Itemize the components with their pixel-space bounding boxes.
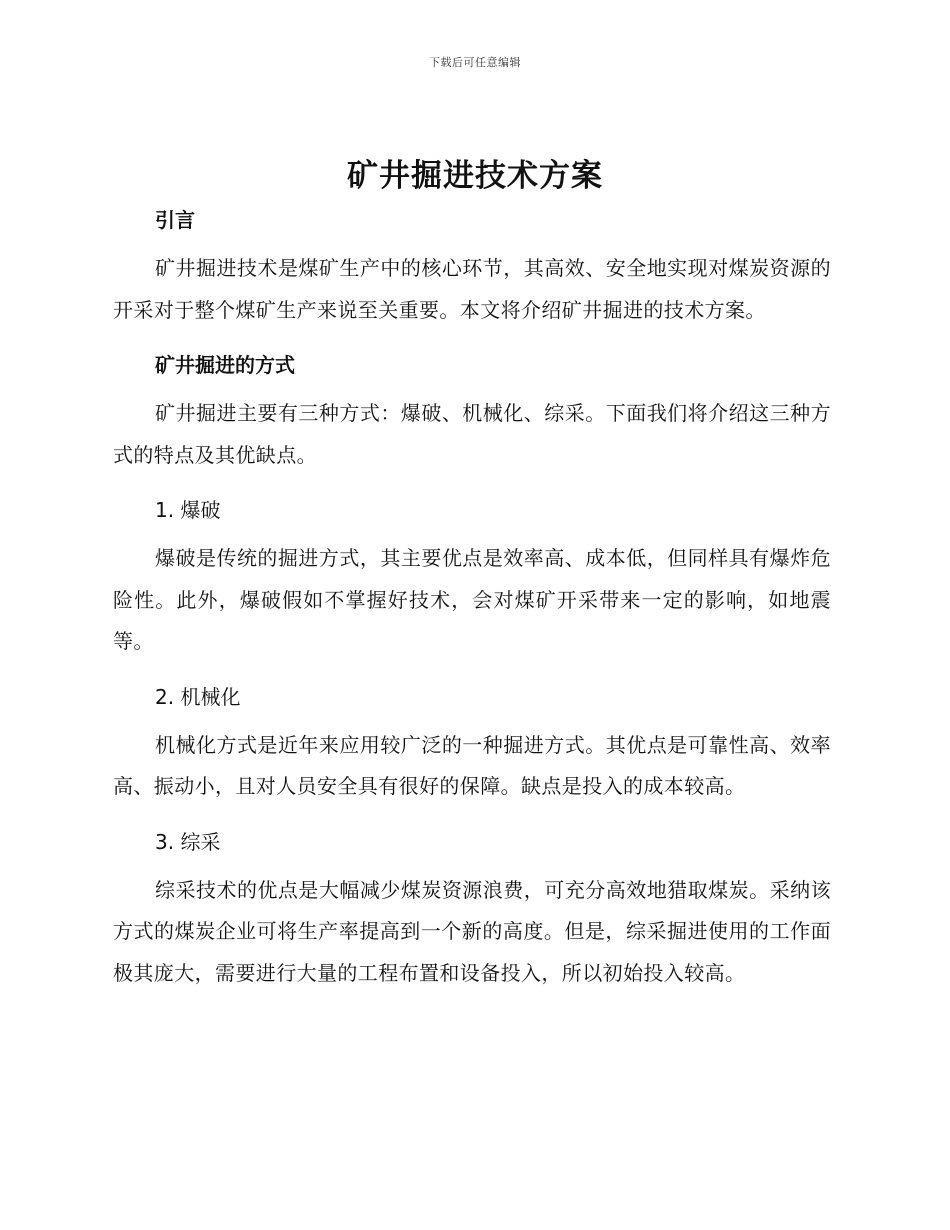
paragraph-mechanized: 机械化方式是近年来应用较广泛的一种掘进方式。其优点是可靠性高、效率高、振动小，且对人员安全具有很好的保障。缺点是投入的成本较高。 [113,732,831,798]
paragraph-intro: 矿井掘进技术是煤矿生产中的核心环节，其高效、安全地实现对煤炭资源的开采对于整个煤矿生产来说至关重要。本文将介绍矿井掘进的技术方案。 [113,256,831,322]
sub-heading-blasting: 1. 爆破 [155,498,221,522]
document-body [113,200,831,1008]
section-heading-methods: 矿井掘进的方式 [155,353,295,377]
sub-heading-fully-mechanized: 3. 综采 [155,829,221,854]
paragraph-fully-mechanized: 综采技术的优点是大幅减少煤炭资源浪费，可充分高效地猎取煤炭。采纳该方式的煤炭企业可将生产率提高到一个新的高度。但是，综采掘进使用的工作面极其庞大，需要进行大量的工程布置和设备投入，所以初始投入较高。 [113,877,831,985]
page-header-note: 下载后可任意编辑 [429,56,521,69]
paragraph-blasting: 爆破是传统的掘进方式，其主要优点是效率高、成本低，但同样具有爆炸危险性。此外，爆破假如不掌握好技术，会对煤矿开采带来一定的影响，如地震等。 [113,546,831,653]
paragraph-methods: 矿井掘进主要有三种方式：爆破、机械化、综采。下面我们将介绍这三种方式的特点及其优缺点。 [113,401,831,467]
section-heading-intro: 引言 [155,208,195,232]
sub-heading-mechanized: 2. 机械化 [155,684,241,709]
document-title: 矿井掘进技术方案 [347,158,603,194]
